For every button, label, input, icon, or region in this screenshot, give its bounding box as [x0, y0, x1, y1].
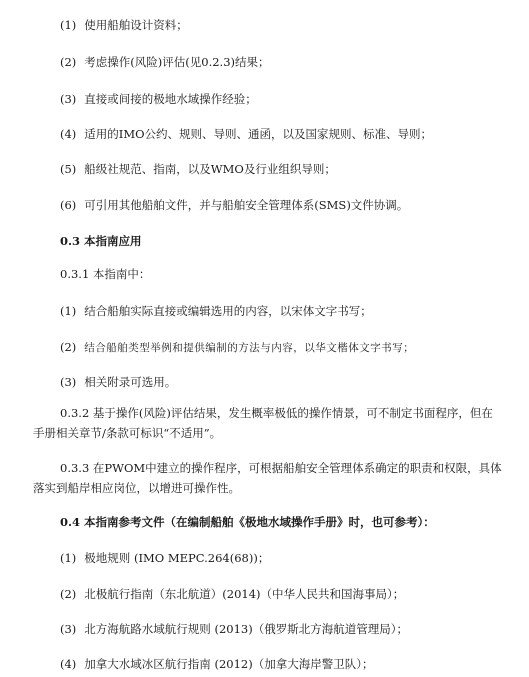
paragraph-0-3-3-line2: 落实到船岸相应岗位，以增进可操作性。	[33, 481, 240, 495]
item-text: 使用船舶设计资料；	[84, 18, 188, 32]
item-number: (2)	[60, 340, 77, 354]
paragraph-0-3-3-line1: 0.3.3 在PWOM中建立的操作程序，可根据船舶安全管理体系确定的职责和权限，具体	[60, 461, 502, 475]
list-item	[0, 551, 529, 565]
item-text: 适用的IMO公约、规则、导则、通函，以及国家规则、标准、导则；	[84, 127, 433, 141]
list-item	[0, 622, 529, 636]
list-item	[0, 18, 529, 32]
list-item	[0, 587, 529, 601]
paragraph-0-3-2-line2: 手册相关章节/条款可标识“不适用”。	[33, 426, 222, 440]
section-heading: 0.4 本指南参考文件（在编制船舶《极地水域操作手册》时，也可参考）：	[60, 515, 435, 529]
item-text: 直接或间接的极地水域操作经验；	[84, 92, 257, 106]
item-text: 北方海航路水域航行规则 (2013)（俄罗斯北方海航道管理局）；	[84, 622, 408, 636]
list-item	[0, 340, 529, 355]
item-number: (3)	[60, 375, 77, 389]
item-number: (2)	[60, 587, 77, 601]
item-text: 考虑操作(风险)评估(见0.2.3)结果；	[84, 55, 270, 69]
item-text: 可引用其他船舶文件，并与船舶安全管理体系(SMS)文件协调。	[84, 198, 409, 212]
item-text: 相关附录可选用。	[84, 375, 177, 389]
list-item	[0, 162, 529, 176]
list-item	[0, 127, 529, 141]
item-number: (2)	[60, 55, 77, 69]
subsection-heading: 0.3.1 本指南中：	[60, 267, 151, 281]
item-number: (6)	[60, 198, 77, 212]
item-text: 加拿大水域冰区航行指南 (2012)（加拿大海岸警卫队）；	[84, 657, 374, 671]
list-item	[0, 198, 529, 212]
item-number: (1)	[60, 304, 77, 318]
list-item	[0, 304, 529, 318]
item-text: 北极航行指南（东北航道）(2014)（中华人民共和国海事局）；	[84, 587, 405, 601]
list-item	[0, 375, 529, 389]
list-item	[0, 55, 529, 69]
item-number: (1)	[60, 18, 77, 32]
item-text: 极地规则 (IMO MEPC.264(68))；	[84, 551, 270, 565]
section-heading: 0.3 本指南应用	[60, 234, 142, 248]
item-text: 船级社规范、指南，以及WMO及行业组织导则；	[84, 162, 336, 176]
list-item	[0, 657, 529, 671]
paragraph-0-3-2-line1: 0.3.2 基于操作(风险)评估结果，发生概率极低的操作情景，可不制定书面程序，但在	[60, 406, 493, 420]
item-number: (5)	[60, 162, 77, 176]
item-number: (4)	[60, 127, 77, 141]
item-text-kaiti: 结合船舶类型举例和提供编制的方法与内容，以华文楷体文字书写；	[84, 342, 415, 354]
list-item	[0, 92, 529, 106]
item-number: (3)	[60, 92, 77, 106]
item-text: 结合船舶实际直接或编辑选用的内容，以宋体文字书写；	[84, 304, 372, 318]
item-number: (1)	[60, 551, 77, 565]
item-number: (3)	[60, 622, 77, 636]
item-number: (4)	[60, 657, 77, 671]
